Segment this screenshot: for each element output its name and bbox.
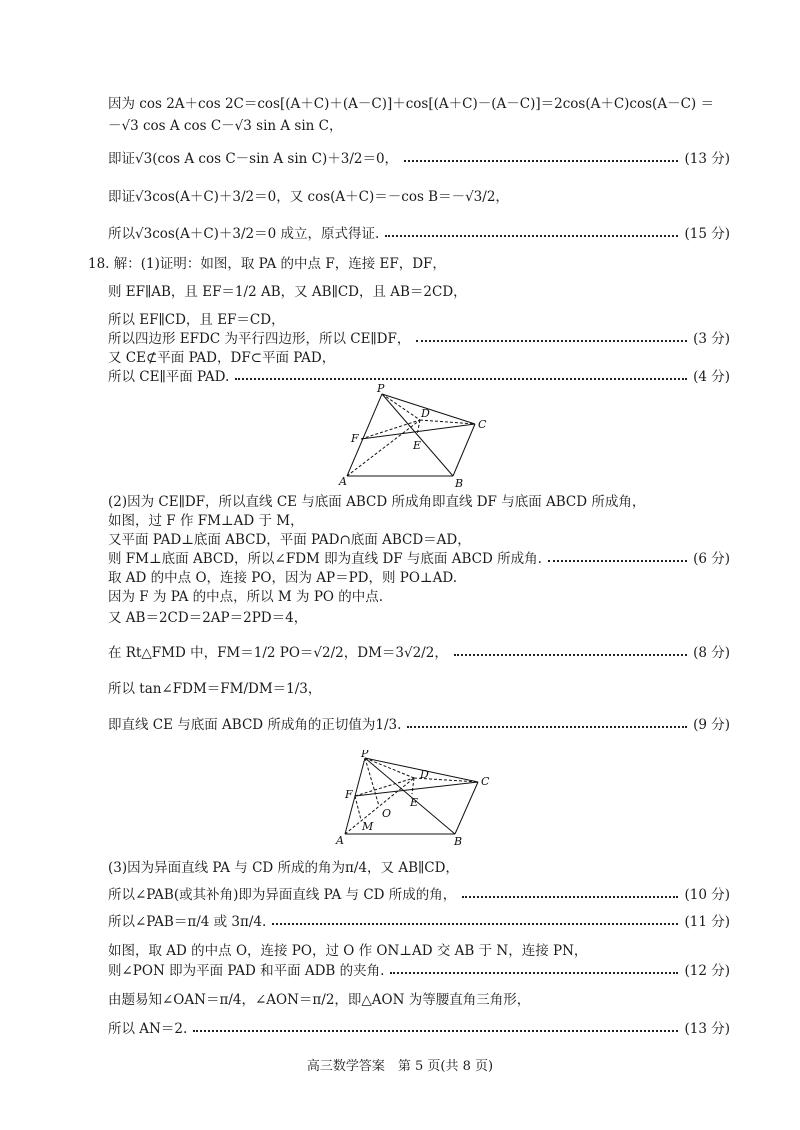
pyramid-figure-2 bbox=[332, 750, 497, 850]
text-line-7: 则 EF∥AB，且 EF＝1/2 AB，又 AB∥CD，且 AB＝2CD， bbox=[108, 284, 467, 300]
text-line-25: 如图，取 AD 的中点 O，连接 PO，过 O 作 ON⊥AD 交 AB 于 N，连接 PN， bbox=[108, 943, 588, 959]
text-line-10: 又 CE⊄平面 PAD，DF⊂平面 PAD， bbox=[108, 350, 336, 366]
text-line-16: 取 AD 的中点 O，连接 PO，因为 AP＝PD，则 PO⊥AD. bbox=[108, 570, 458, 586]
text-line-17: 因为 F 为 PA 的中点，所以 M 为 PO 的中点. bbox=[108, 589, 384, 605]
figure1-label-c: C bbox=[478, 418, 487, 431]
text-line-27: 由题易知∠OAN＝π/4，∠AON＝π/2，即△AON 为等腰直角三角形， bbox=[108, 992, 531, 1008]
figure2-label-d: D bbox=[420, 768, 429, 781]
figure2-label-o: O bbox=[382, 807, 392, 820]
figure2-label-c: C bbox=[481, 775, 490, 788]
text-line-28: 所以 AN＝2. (13 分) bbox=[108, 1021, 730, 1037]
text-line-4: 即证√3cos(A＋C)＋3/2＝0，又 cos(A＋C)＝－cos B＝－√3/2， bbox=[108, 189, 509, 205]
text-line-26: 则∠PON 即为平面 PAD 和平面 ADB 的夹角. (12 分) bbox=[108, 963, 730, 979]
figure2-label-e: E bbox=[410, 796, 419, 809]
figure1-label-p: P bbox=[377, 384, 385, 395]
text-line-24: 所以∠PAB＝π/4 或 3π/4. (11 分) bbox=[108, 914, 730, 930]
text-line-13: 如图，过 F 作 FM⊥AD 于 M， bbox=[108, 513, 304, 529]
text-line-11: 所以 CE∥平面 PAD. (4 分) bbox=[108, 369, 730, 385]
text-line-1: 因为 cos 2A＋cos 2C＝cos[(A＋C)＋(A－C)]＋cos[(A＋C)－(A－C)]＝2cos(A＋C)cos(A－C) ＝ bbox=[108, 96, 714, 112]
figure1-label-d: D bbox=[421, 407, 430, 420]
figure2-label-a: A bbox=[336, 834, 344, 847]
figure1-label-f: F bbox=[351, 432, 359, 445]
text-line-2: －√3 cos A cos C－√3 sin A sin C， bbox=[108, 118, 343, 134]
figure2-label-f: F bbox=[345, 788, 353, 801]
text-line-19: 在 Rt△FMD 中，FM＝1/2 PO＝√2/2，DM＝3√2/2， (8 分) bbox=[108, 645, 730, 661]
text-line-20: 所以 tan∠FDM＝FM/DM＝1/3， bbox=[108, 681, 322, 697]
text-line-8: 所以 EF∥CD，且 EF＝CD， bbox=[108, 312, 285, 328]
figure2-label-m: M bbox=[362, 820, 374, 833]
figure2-label-b: B bbox=[454, 835, 463, 848]
figure1-label-a: A bbox=[339, 475, 347, 488]
text-line-14: 又平面 PAD⊥底面 ABCD，平面 PAD∩底面 ABCD＝AD， bbox=[108, 532, 471, 548]
text-line-3: 即证√3(cos A cos C－sin A sin C)＋3/2＝0， (13 分) bbox=[108, 151, 730, 167]
figure1-label-e: E bbox=[413, 439, 422, 452]
figure1-label-b: B bbox=[455, 477, 464, 490]
text-line-12: (2)因为 CE∥DF，所以直线 CE 与底面 ABCD 所成角即直线 DF 与底面 ABCD 所成角， bbox=[108, 494, 646, 510]
page-footer: 高三数学答案 第 5 页(共 8 页) bbox=[306, 1059, 494, 1074]
text-line-18: 又 AB＝2CD＝2AP＝2PD＝4， bbox=[108, 610, 308, 626]
text-line-23: 所以∠PAB(或其补角)即为异面直线 PA 与 CD 所成的角， (10 分) bbox=[108, 887, 730, 903]
text-line-9: 所以四边形 EFDC 为平行四边形，所以 CE∥DF， (3 分) bbox=[108, 331, 730, 347]
text-line-5: 所以√3cos(A＋C)＋3/2＝0 成立，原式得证. (15 分) bbox=[108, 226, 730, 242]
figure2-label-p: P bbox=[361, 750, 369, 760]
text-line-22: (3)因为异面直线 PA 与 CD 所成的角为π/4，又 AB∥CD， bbox=[108, 860, 459, 876]
problem-18-heading: 18. 解：(1)证明：如图，取 PA 的中点 F，连接 EF，DF， bbox=[88, 256, 446, 272]
text-line-21: 即直线 CE 与底面 ABCD 所成角的正切值为1/3. (9 分) bbox=[108, 717, 730, 733]
pyramid-figure-1 bbox=[335, 384, 495, 492]
text-line-15: 则 FM⊥底面 ABCD，所以∠FDM 即为直线 DF 与底面 ABCD 所成角. (6 分) bbox=[108, 551, 730, 567]
